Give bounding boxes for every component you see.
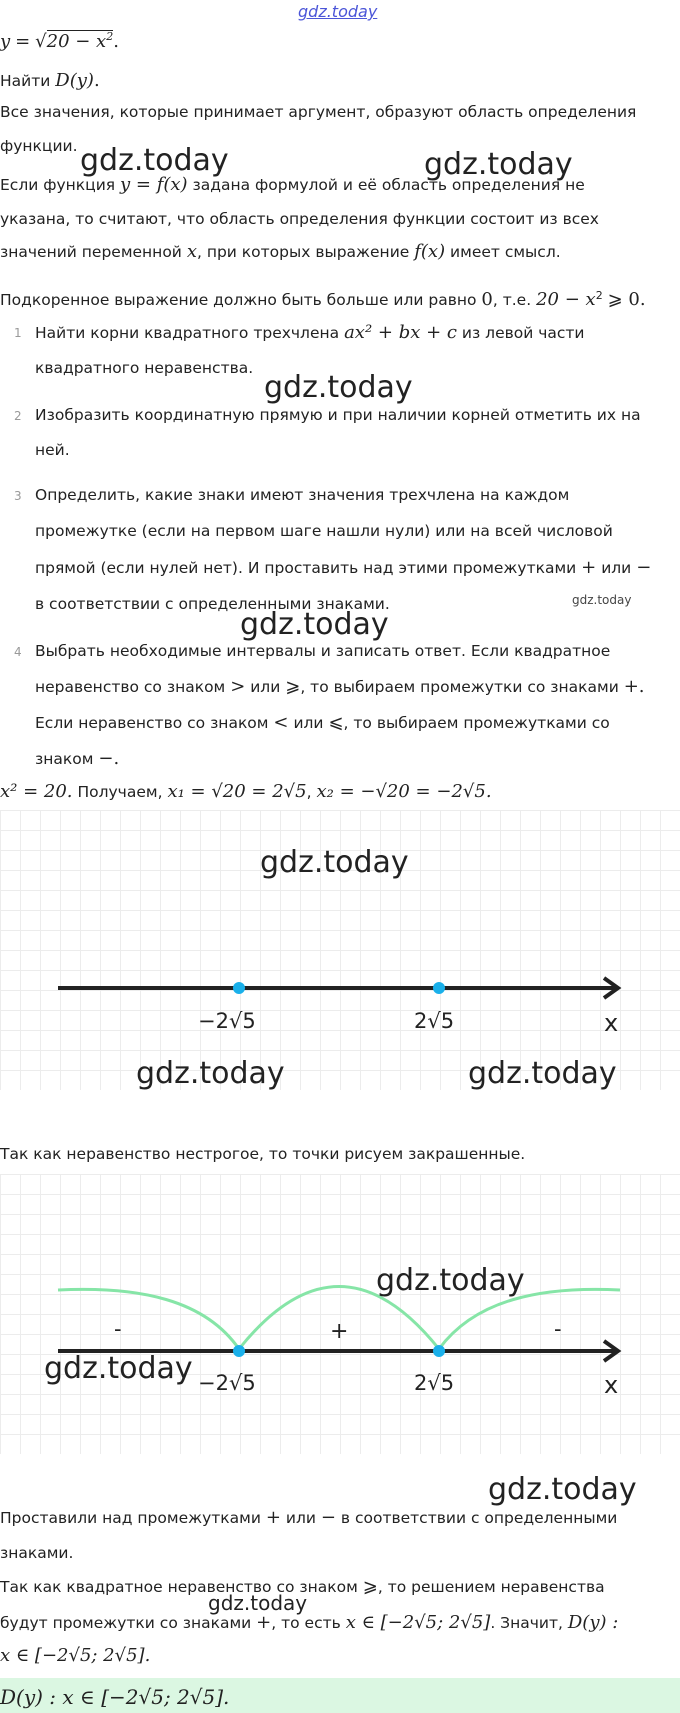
step-3-line2: промежутке (если на первом шаге нашли нули) или на всей числовой: [35, 522, 613, 540]
watermark: gdz.today: [468, 1056, 617, 1091]
roots-line: x² = 20. Получаем, x₁ = √20 = 2√5, x₂ = −√20 = −2√5.: [0, 781, 492, 802]
para1-line2: функции.: [0, 137, 78, 155]
step-2-line1: Изобразить координатную прямую и при наличии корней отметить их на: [35, 406, 641, 424]
watermark: gdz.today: [424, 147, 573, 182]
axis-label-x-1: x: [604, 1009, 619, 1037]
watermark: gdz.today: [488, 1472, 637, 1507]
watermark: gdz.today: [208, 1591, 308, 1615]
root-point-right-2: [433, 1345, 445, 1357]
step-2-line2: ней.: [35, 441, 70, 459]
root-label-right-1: 2√5: [414, 1009, 455, 1033]
root-label-left-1: −2√5: [198, 1009, 256, 1033]
para3-line: Подкоренное выражение должно быть больше или равно 0, т.е. $20 - x^2$ ⩾ 0.: [0, 289, 646, 311]
step-1-line1: Найти корни квадратного трехчлена ax² + bx + c из левой части: [35, 322, 585, 343]
step-1-line2: квадратного неравенства.: [35, 359, 254, 377]
step-1-number: 1: [14, 326, 22, 340]
task-expr: D(y): [55, 70, 94, 91]
axis-label-x-2: x: [604, 1371, 619, 1399]
para1-line1: Все значения, которые принимает аргумент, образуют область определения: [0, 103, 637, 121]
sign-left: -: [114, 1317, 122, 1341]
root-point-left-2: [233, 1345, 245, 1357]
sign-arc-right: [439, 1289, 620, 1349]
para6-line1: Так как квадратное неравенство со знаком ⩾, то решением неравенства: [0, 1576, 605, 1597]
step-3-line3: прямой (если нулей нет). И проставить над этими промежутками + или −: [35, 557, 652, 578]
sign-middle: +: [330, 1319, 349, 1344]
sign-right: -: [554, 1317, 562, 1341]
task-label: Найти: [0, 72, 51, 90]
watermark: gdz.today: [264, 370, 413, 405]
function-formula: $y = √20 - x^2$.: [0, 30, 119, 52]
para5-line2: знаками.: [0, 1544, 74, 1562]
watermark: gdz.today: [240, 607, 389, 642]
number-line-chart-2: [0, 1174, 680, 1454]
step-3-number: 3: [14, 489, 22, 503]
watermark: gdz.today: [376, 1263, 525, 1298]
root-point-right-1: [433, 982, 445, 994]
para6-line2: будут промежутки со знаками +, то есть x ∈ [−2√5; 2√5]. Значит, D(y) :: [0, 1612, 619, 1633]
formula-radical: √: [35, 31, 47, 52]
answer-text: D(y) : x ∈ [−2√5; 2√5].: [0, 1685, 230, 1709]
sign-arc-left: [58, 1289, 239, 1349]
step-4-line3: Если неравенство со знаком < или ⩽, то выбираем промежутками со: [35, 712, 610, 733]
para5-line1: Проставили над промежутками + или − в соответствии с определенными: [0, 1507, 618, 1528]
step-4-line4: знаком −.: [35, 748, 120, 769]
step-4-line1: Выбрать необходимые интервалы и записать ответ. Если квадратное: [35, 642, 611, 660]
watermark: gdz.today: [80, 143, 229, 178]
root-label-left-2: −2√5: [198, 1371, 256, 1395]
para2-line2: указана, то считают, что область определения функции состоит из всех: [0, 210, 599, 228]
answer-box: [0, 1678, 680, 1713]
step-4-line2: неравенство со знаком > или ⩾, то выбираем промежутки со знаками +.: [35, 676, 645, 697]
formula-eq: =: [15, 31, 31, 52]
task-line: Найти D(y).: [0, 70, 100, 91]
formula-y: y: [0, 31, 11, 52]
para2-line1: Если функция y = f(x) задана формулой и её область определения не: [0, 174, 585, 195]
step-3-line1: Определить, какие знаки имеют значения трехчлена на каждом: [35, 486, 570, 504]
root-point-left-1: [233, 982, 245, 994]
watermark: gdz.today: [260, 845, 409, 880]
para2-line3: значений переменной x, при которых выражение f(x) имеет смысл.: [0, 241, 561, 262]
step-3-line4: в соответствии с определенными знаками.: [35, 595, 390, 613]
watermark: gdz.today: [136, 1056, 285, 1091]
watermark: gdz.today: [572, 593, 632, 607]
step-4-number: 4: [14, 645, 22, 659]
site-header-link[interactable]: gdz.today: [298, 2, 378, 21]
para6-line3: x ∈ [−2√5; 2√5].: [0, 1645, 151, 1666]
note-line: Так как неравенство нестрогое, то точки рисуем закрашенные.: [0, 1145, 526, 1163]
formula-radicand: $20 - x^2$: [46, 30, 114, 52]
watermark: gdz.today: [44, 1351, 193, 1386]
root-label-right-2: 2√5: [414, 1371, 455, 1395]
step-2-number: 2: [14, 409, 22, 423]
